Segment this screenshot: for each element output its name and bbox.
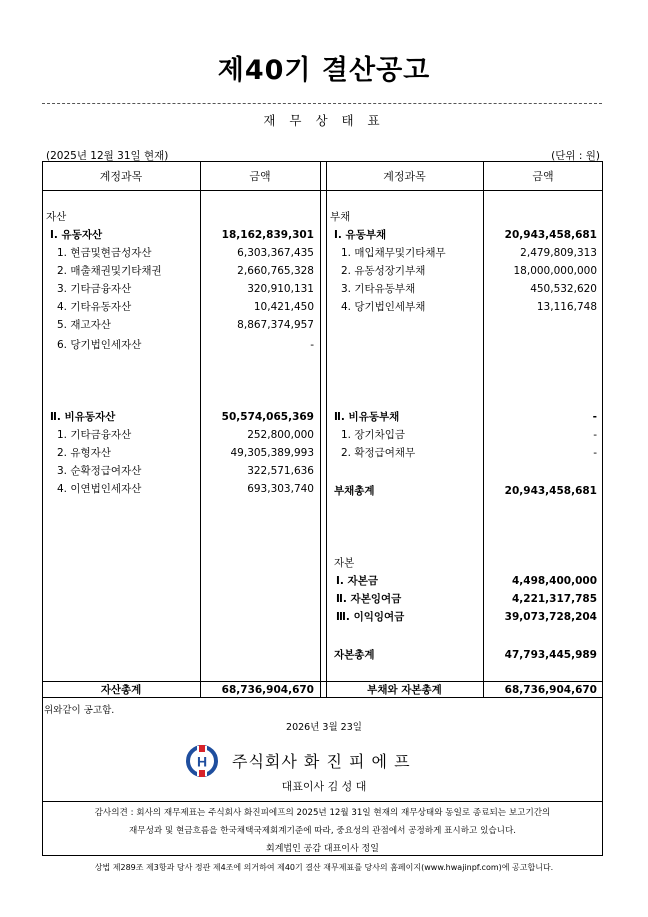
equity-total-amount: 47,793,445,989 — [504, 649, 597, 661]
asset-item-amount: 49,305,389,993 — [230, 447, 314, 459]
header-account: 계정과목 — [383, 170, 426, 183]
asset-item-label: 6. 당기법인세자산 — [57, 339, 142, 351]
equity-item-label: Ⅲ. 이익잉여금 — [336, 611, 405, 623]
current-assets-amount: 18,162,839,301 — [221, 229, 314, 241]
audit-opinion-line: 감사의견 : 회사의 재무제표는 주식회사 화진피에프의 2025년 12월 31일 현재의 재무상태와 동일로 종료되는 보고기간의 — [94, 808, 551, 818]
liabilities-section-label: 부채 — [330, 211, 351, 223]
asset-item-amount: 252,800,000 — [247, 429, 314, 441]
company-logo-icon — [185, 744, 219, 778]
unit-label: (단위 : 원) — [551, 150, 600, 162]
statement-date: (2025년 12월 31일 현재) — [46, 150, 169, 162]
equity-item-amount: 4,221,317,785 — [511, 593, 597, 605]
liab-equity-total-amount: 68,736,904,670 — [504, 684, 597, 696]
current-assets-label: Ⅰ. 유동자산 — [50, 229, 103, 241]
asset-item-amount: - — [310, 339, 314, 351]
notice-date: 2026년 3월 23일 — [286, 722, 362, 733]
asset-item-amount: 322,571,636 — [247, 465, 314, 477]
liability-item-amount: 13,116,748 — [536, 301, 597, 313]
asset-item-label: 3. 기타금융자산 — [57, 283, 132, 295]
assets-total-amount: 68,736,904,670 — [221, 684, 314, 696]
liability-item-label: 2. 유동성장기부채 — [341, 265, 426, 277]
asset-item-amount: 6,303,367,435 — [237, 247, 314, 259]
header-account: 계정과목 — [99, 170, 143, 183]
asset-item-amount: 10,421,450 — [253, 301, 314, 313]
equity-section-label: 자본 — [334, 557, 355, 569]
asset-item-amount: 2,660,765,328 — [237, 265, 314, 277]
assets-section-label: 자산 — [46, 211, 67, 223]
liability-item-label: 2. 확정급여채무 — [341, 447, 416, 459]
assets-total-label: 자산총계 — [100, 684, 142, 696]
header-amount: 금액 — [249, 170, 271, 183]
asset-item-label: 1. 현금및현금성자산 — [57, 247, 152, 259]
asset-item-label: 5. 재고자산 — [57, 319, 111, 331]
noncurrent-liabilities-amount: - — [592, 411, 597, 423]
asset-item-label: 2. 매출채권및기타채권 — [57, 265, 162, 277]
asset-item-label: 4. 이연법인세자산 — [57, 483, 142, 495]
asset-item-amount: 320,910,131 — [247, 283, 314, 295]
col-divider — [326, 161, 327, 698]
equity-item-label: Ⅰ. 자본금 — [336, 575, 378, 587]
liability-item-amount: - — [593, 447, 597, 459]
asset-item-label: 2. 유형자산 — [57, 447, 111, 459]
audit-opinion-line: 재무성과 및 현금흐름을 한국채택국제회계기준에 따라, 중요성의 관점에서 공정하게 표시하고 있습니다. — [128, 826, 517, 836]
equity-item-amount: 39,073,728,204 — [504, 611, 597, 623]
liability-item-label: 4. 당기법인세부채 — [341, 301, 426, 313]
noncurrent-assets-label: Ⅱ. 비유동자산 — [50, 411, 116, 423]
notice-text: 위와같이 공고함. — [44, 705, 115, 716]
liabilities-total-amount: 20,943,458,681 — [504, 485, 597, 497]
asset-item-label: 3. 순확정급여자산 — [57, 465, 142, 477]
noncurrent-liabilities-label: Ⅱ. 비유동부채 — [334, 411, 400, 423]
statement-subtitle: 재 무 상 태 표 — [263, 113, 385, 128]
current-liabilities-amount: 20,943,458,681 — [504, 229, 597, 241]
noncurrent-assets-amount: 50,574,065,369 — [221, 411, 314, 423]
header-divider — [42, 190, 603, 191]
asset-item-label: 4. 기타유동자산 — [57, 301, 132, 313]
title-divider — [42, 103, 602, 104]
liability-item-label: 1. 매입채무및기타채무 — [341, 247, 446, 259]
liab-equity-total-label: 부채와 자본총계 — [367, 684, 442, 696]
asset-item-label: 1. 기타금융자산 — [57, 429, 132, 441]
equity-item-amount: 4,498,400,000 — [511, 575, 597, 587]
logo-letter: H — [196, 753, 208, 770]
page-title: 제40기 결산공고 — [217, 55, 431, 86]
current-liabilities-label: Ⅰ. 유동부채 — [334, 229, 387, 241]
asset-item-amount: 8,867,374,957 — [237, 319, 314, 331]
asset-item-amount: 693,303,740 — [247, 483, 314, 495]
ceo-name: 대표이사 김 성 대 — [281, 780, 367, 793]
liabilities-total-label: 부채총계 — [334, 485, 375, 497]
liability-item-amount: 450,532,620 — [530, 283, 597, 295]
equity-item-label: Ⅱ. 자본잉여금 — [336, 593, 402, 605]
liability-item-amount: 18,000,000,000 — [513, 265, 597, 277]
liability-item-label: 3. 기타유동부채 — [341, 283, 416, 295]
equity-total-label: 자본총계 — [334, 649, 375, 661]
liability-item-label: 1. 장기차입금 — [341, 429, 406, 441]
audit-firm: 회계법인 공감 대표이사 정일 — [266, 844, 379, 854]
col-divider — [320, 161, 321, 698]
header-amount: 금액 — [532, 170, 554, 183]
footer-note: 상법 제289조 제3항과 당사 정관 제4조에 의거하여 제40기 결산 재무제표를 당사의 홈페이지(www.hwajinpf.com)에 공고합니다. — [94, 863, 554, 872]
liability-item-amount: 2,479,809,313 — [520, 247, 597, 259]
company-name: 주식회사 화 진 피 에 프 — [232, 752, 411, 771]
liability-item-amount: - — [593, 429, 597, 441]
